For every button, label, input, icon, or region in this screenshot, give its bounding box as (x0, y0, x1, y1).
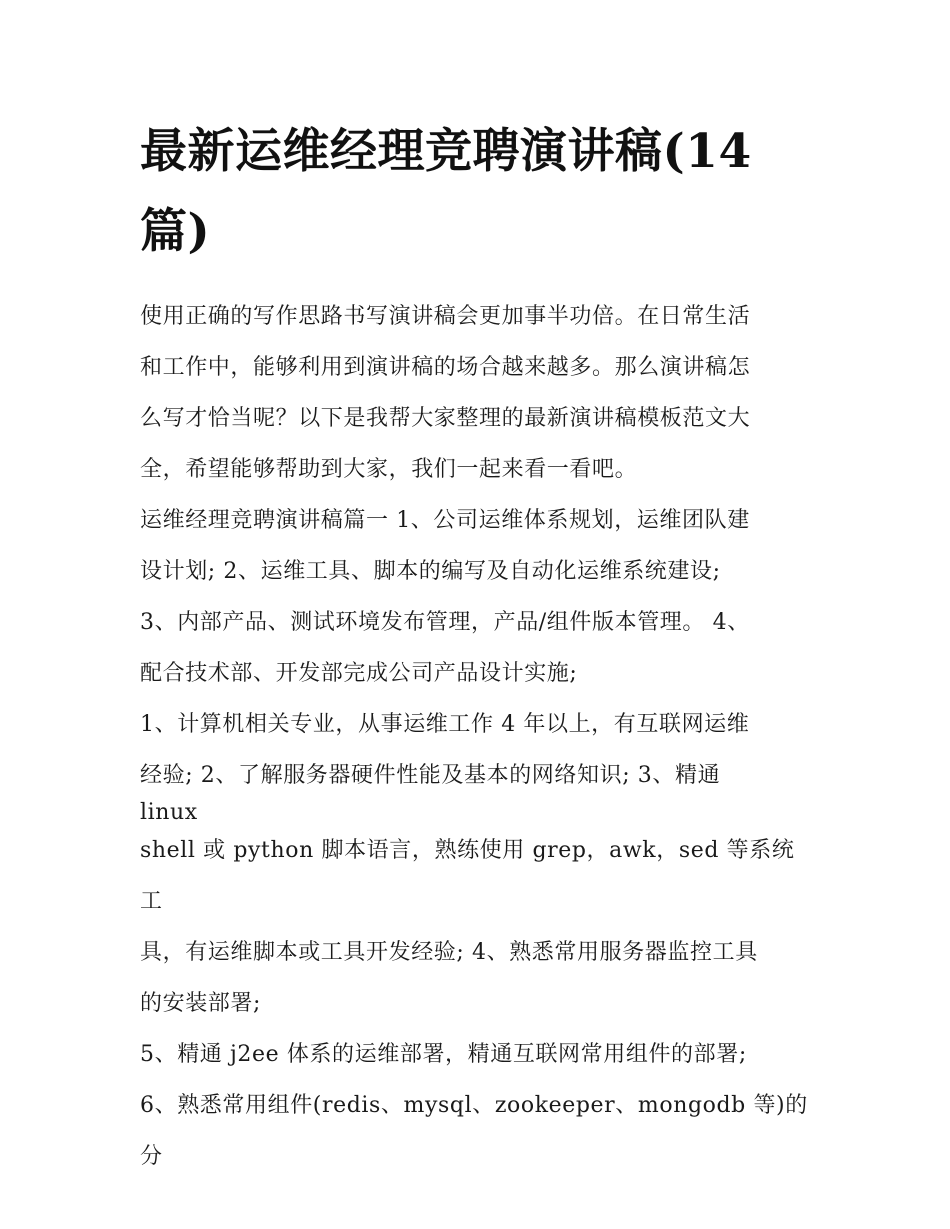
text-line: 全，希望能够帮助到大家，我们一起来看一看吧。 (140, 457, 638, 482)
text-line: shell 或 python 脚本语言，熟练使用 grep，awk，sed 等系统工 (140, 838, 795, 914)
intro-paragraph (140, 291, 812, 495)
text-line: 5、精通 j2ee 体系的运维部署，精通互联网常用组件的部署; (140, 1042, 747, 1067)
text-line: 的安装部署; (140, 991, 262, 1016)
text-line: linux (140, 800, 198, 825)
components-paragraph (140, 1080, 812, 1182)
text-line: 1、计算机相关专业，从事运维工作 4 年以上，有互联网运维 (140, 712, 750, 737)
title-line-2: 篇) (140, 204, 211, 259)
document-page (140, 112, 812, 1182)
text-line: 3、内部产品、测试环境发布管理，产品/组件版本管理。 4、 (140, 610, 750, 635)
text-line: 6、熟悉常用组件(redis、mysql、zookeeper、mongodb 等)的分 (140, 1093, 808, 1169)
text-line: 经验; 2、了解服务器硬件性能及基本的网络知识; 3、精通 (140, 763, 721, 788)
text-line: 么写才恰当呢？以下是我帮大家整理的最新演讲稿模板范文大 (140, 406, 751, 431)
text-line: 使用正确的写作思路书写演讲稿会更加事半功倍。在日常生活 (140, 304, 751, 329)
text-line: 和工作中，能够利用到演讲稿的场合越来越多。那么演讲稿怎 (140, 355, 751, 380)
requirements-paragraph (140, 699, 812, 825)
j2ee-paragraph (140, 1029, 812, 1080)
text-line: 运维经理竞聘演讲稿篇一 1、公司运维体系规划，运维团队建 (140, 508, 750, 533)
title-line-1: 最新运维经理竞聘演讲稿(14 (140, 124, 752, 179)
text-line: 具，有运维脚本或工具开发经验; 4、熟悉常用服务器监控工具 (140, 940, 758, 965)
document-title (140, 112, 812, 272)
text-line: 配合技术部、开发部完成公司产品设计实施; (140, 661, 578, 686)
duties-paragraph (140, 495, 812, 699)
skills-paragraph (140, 825, 812, 1029)
text-line: 设计划; 2、运维工具、脚本的编写及自动化运维系统建设; (140, 559, 721, 584)
